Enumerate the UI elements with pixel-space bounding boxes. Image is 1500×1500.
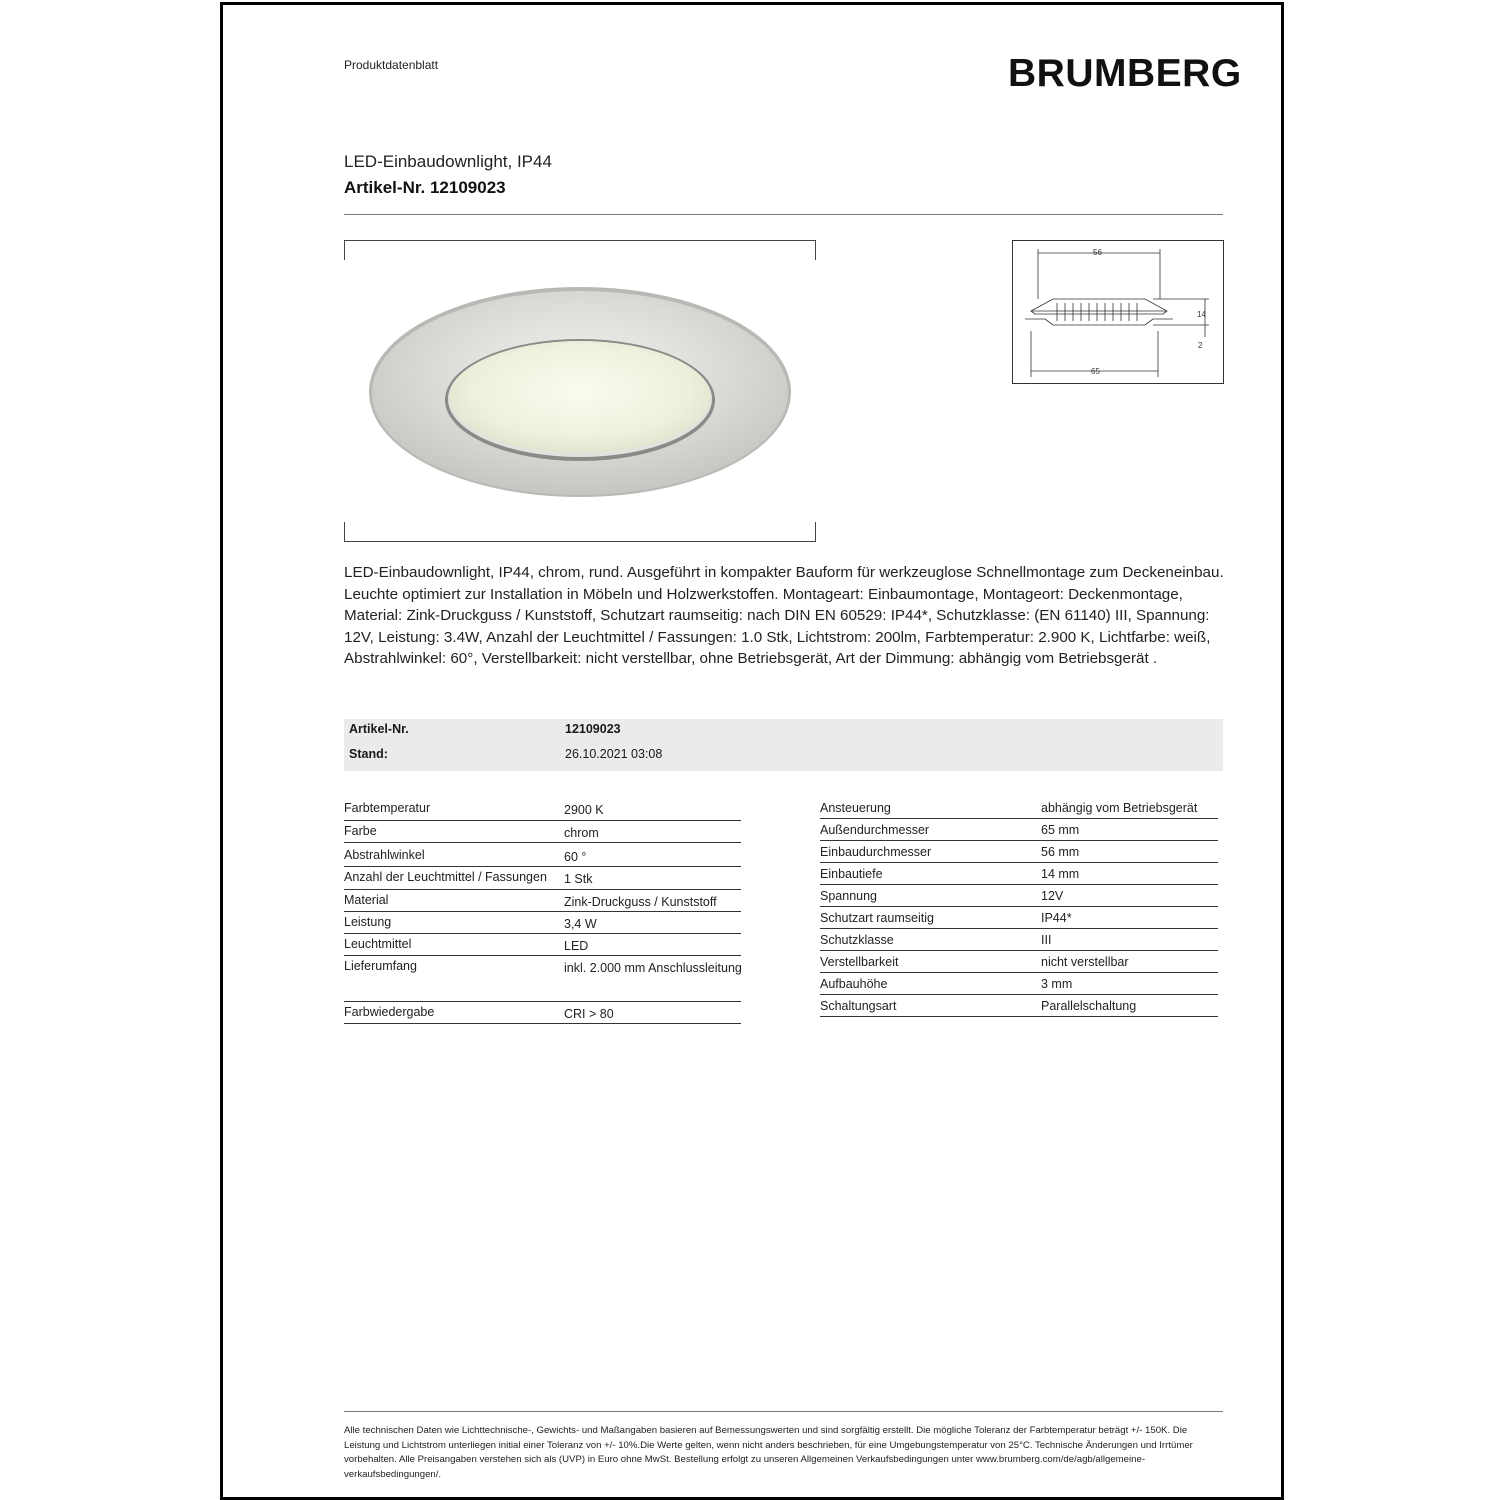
table-row — [344, 890, 741, 912]
product-description: LED-Einbaudownlight, IP44, chrom, rund. Ausgeführt in kompakter Bauform für werkzeuglose Schnellmontage zum Deckeneinbau. Leuchte optimiert zur Installation in Möbeln und Holzwerkstoffen. Montageart: Einbaumontage, Montageort: Deckenmontage, Material: Zink-Druckguss / Kunststoff, Schutzart raumseitig: nach DIN EN 60529: IP44*, Schutzklasse: (EN 61140) III, Spannung: 12V, Leistung: 3.4W, Anzahl der Leuchtmittel / Fassungen: 1.0 Stk, Lichtstrom: 200lm, Farbtemperatur: 2.900 K, Lichtfarbe: weiß, Abstrahlwinkel: 60°, Verstellbarkeit: nicht verstellbar, ohne Betriebsgerät, Art der Dimmung: abhängig vom Betriebsgerät . — [344, 564, 1224, 667]
meta-row-article — [344, 722, 1223, 746]
footer-divider — [344, 1411, 1223, 1412]
spec-value: inkl. 2.000 mm Anschlussleitung — [564, 961, 742, 975]
dimension-drawing — [1012, 240, 1224, 384]
product-subtitle: LED-Einbaudownlight, IP44 — [344, 152, 552, 171]
spec-key: Schaltungsart — [820, 999, 897, 1013]
spec-key: Farbtemperatur — [344, 801, 431, 815]
spec-key: Anzahl der Leuchtmittel / Fassungen — [344, 870, 547, 884]
product-article-number: Artikel-Nr. 12109023 — [344, 178, 506, 197]
spec-key: Lieferumfang — [344, 959, 417, 973]
table-row — [344, 845, 741, 867]
table-row — [344, 934, 741, 956]
dim-rim-label: 2 — [1198, 341, 1203, 350]
spec-value: 65 mm — [1041, 823, 1080, 837]
table-row — [820, 842, 1218, 863]
spec-key: Einbaudurchmesser — [820, 845, 932, 859]
spec-key: Aufbauhöhe — [820, 977, 888, 991]
product-photo — [344, 240, 816, 542]
spec-value: LED — [564, 939, 589, 953]
spec-key: Spannung — [820, 889, 878, 903]
spec-table-left — [344, 798, 741, 1028]
meta-article-value: 12109023 — [565, 722, 621, 736]
spec-key: Leuchtmittel — [344, 937, 412, 951]
spec-value: 3,4 W — [564, 917, 597, 931]
meta-box — [344, 719, 1223, 771]
spec-key: Farbe — [344, 824, 377, 838]
table-row — [344, 912, 741, 934]
spec-value: IP44* — [1041, 911, 1072, 925]
spec-value: III — [1041, 933, 1052, 947]
header-divider — [344, 214, 1223, 215]
table-row — [344, 956, 741, 1002]
spec-key: Farbwiedergabe — [344, 1005, 435, 1019]
spec-value: 60 ° — [564, 850, 587, 864]
dim-bottom-label: 65 — [1091, 367, 1100, 376]
dim-top-label: 56 — [1093, 248, 1102, 257]
table-row — [820, 930, 1218, 951]
table-row — [344, 867, 741, 890]
spec-table-right — [820, 798, 1218, 1028]
table-row — [820, 996, 1218, 1017]
spec-value: 12V — [1041, 889, 1064, 903]
table-row — [820, 820, 1218, 841]
spec-value: abhängig vom Betriebsgerät — [1041, 801, 1198, 815]
spec-value: 2900 K — [564, 803, 604, 817]
spec-key: Abstrahlwinkel — [344, 848, 425, 862]
table-row — [820, 908, 1218, 929]
brand-logo: BRUMBERG — [1008, 52, 1242, 95]
table-row — [344, 798, 741, 821]
spec-key: Verstellbarkeit — [820, 955, 899, 969]
spec-value: nicht verstellbar — [1041, 955, 1129, 969]
spec-value: 3 mm — [1041, 977, 1073, 991]
dim-height-label: 14 — [1197, 310, 1206, 319]
meta-stand-label: Stand: — [349, 747, 388, 761]
spec-value: 14 mm — [1041, 867, 1080, 881]
spec-value: Parallelschaltung — [1041, 999, 1137, 1013]
spec-key: Schutzart raumseitig — [820, 911, 934, 925]
meta-stand-value: 26.10.2021 03:08 — [565, 747, 663, 761]
table-row — [820, 798, 1218, 819]
spec-key: Außendurchmesser — [820, 823, 930, 837]
spec-key: Leistung — [344, 915, 392, 929]
spec-value: 1 Stk — [564, 872, 593, 886]
spec-key: Material — [344, 893, 389, 907]
footer-disclaimer: Alle technischen Daten wie Lichttechnische-, Gewichts- und Maßangaben basieren auf Bemessungswerten und sind sorgfältig erstellt. Die mögliche Toleranz der Farbtemperatur beträgt +/- 150K. Die Leistung und Lichtstrom unterliegen initial einer Toleranz von +/- 10%.Die Werte gelten, wenn nicht anders beschrieben, für eine Umgebungstemperatur von 25°C. Technische Änderungen und Irrtümer vorbehalten. Alle Preisangaben verstehen sich als (UVP) in Euro ohne MwSt. Bestellung erfolgt zu unseren Allgemeinen Verkaufsbedingungen unter www.brumberg.com/de/agb/allgemeine-verkaufsbedingungen/. — [344, 1425, 1193, 1480]
table-row — [820, 864, 1218, 885]
meta-row-stand — [344, 747, 1223, 771]
spec-value: Zink-Druckguss / Kunststoff — [564, 895, 717, 909]
meta-article-label: Artikel-Nr. — [349, 722, 409, 736]
table-row — [344, 1002, 741, 1024]
spec-value: CRI > 80 — [564, 1007, 614, 1021]
table-row — [820, 952, 1218, 973]
spec-key: Schutzklasse — [820, 933, 894, 947]
table-row — [820, 974, 1218, 995]
table-row — [820, 886, 1218, 907]
spec-key: Einbautiefe — [820, 867, 883, 881]
document-type: Produktdatenblatt — [344, 58, 439, 72]
spec-value: chrom — [564, 826, 599, 840]
table-row — [344, 821, 741, 843]
spec-value: 56 mm — [1041, 845, 1080, 859]
spec-key: Ansteuerung — [820, 801, 891, 815]
